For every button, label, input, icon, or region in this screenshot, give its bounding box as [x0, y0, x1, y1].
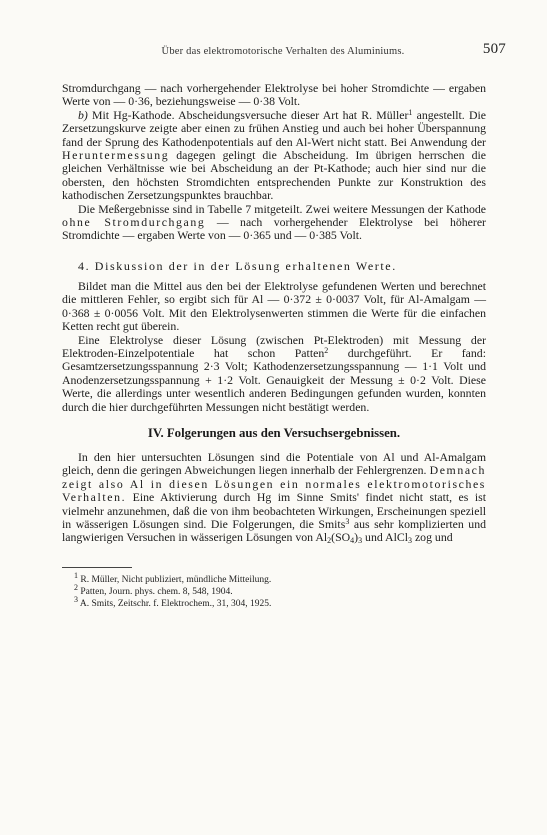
text-run: — nach vorhergehender Elektrolyse bei höherer Stromdichte — ergaben Werte von — 0·365 und — 0·385 Volt.	[62, 215, 486, 243]
footnote-number: 2	[74, 582, 78, 592]
text-run: aus sehr komplizierten und langwierigen Versuchen in wässerigen Lösungen von Al	[62, 516, 487, 545]
subscript: 3	[358, 536, 363, 546]
text-run: )	[354, 530, 359, 545]
subscript: 4	[350, 536, 355, 546]
footnote-text: Patten, Journ. phys. chem. 8, 548, 1904.	[78, 586, 233, 597]
footnote	[62, 582, 486, 598]
subsection-heading: 4. Diskussion der in der Lösung erhaltenen Werte.	[78, 258, 397, 273]
paragraph-6	[62, 451, 486, 545]
footnote-number: 3	[74, 594, 78, 604]
footnote-text: R. Müller, Nicht publiziert, mündliche Mitteilung.	[78, 574, 272, 585]
running-header	[60, 41, 506, 64]
footnote	[62, 594, 486, 610]
spaced-emphasis: ohne Stromdurchgang	[62, 215, 206, 230]
text-run: In den hier untersuchten Lösungen sind die Potentiale von Al und Al-Amalgam gleich, denn die geringen Abweichungen liegen innerhalb der Fehlergrenzen.	[62, 449, 486, 478]
running-title: Über das elektromotorische Verhalten des Aluminiums.	[161, 46, 405, 57]
subscript: 2	[327, 536, 332, 546]
text-run: und AlCl	[362, 530, 408, 545]
item-label: b)	[78, 107, 88, 122]
footnote	[62, 570, 486, 586]
text-run: Die Meßergebnisse sind in Tabelle 7 mitgeteilt. Zwei weitere Messungen der Kathode	[78, 201, 486, 216]
footnote-number: 1	[74, 570, 78, 580]
text-run: angestellt. Die Zersetzungskurve zeigte aber einen zu frühen Anstieg und auch bei hoher Überspannung fand der Sprung des Kathodenpotentials auf den Al-Wert nicht statt. Bei Anwendung der	[62, 107, 486, 149]
text-run: Eine Elektrolyse dieser Lösung (zwischen Pt-Elektroden) mit Messung der Elektroden-Einzelpotentiale hat schon Patten	[62, 332, 486, 360]
footnote-ref: 1	[408, 107, 413, 117]
subscript: 3	[408, 536, 412, 546]
footnote-text: A. Smits, Zeitschr. f. Elektrochem., 31, 304, 1925.	[78, 598, 272, 609]
footnote-rule	[62, 567, 132, 568]
text-run: durchgeführt. Er fand: Gesamtzersetzungsspannung 2·3 Volt; Kathodenzersetzungsspannung — 1·1 Volt und Anodenzersetzungsspannung + 1·2 Volt. Genauigkeit der Messung ± 0·2 Volt. Diese Werte, die allerdings unter wesentlich anderen Bedingungen gefunden wurden, konnten durch die hier durchgeführten Messungen nicht bestätigt werden.	[62, 345, 486, 414]
page-number: 507	[482, 41, 506, 57]
text-run: dagegen gelingt die Abscheidung. Im übrigen herrschen die gleichen Verhältnisse wie bei Abscheidung an der Pt-Kathode; auch hier sind nur die obersten, den höchsten Stromdichten entsprechenden Punkte zur Konstruktion des kathodischen Zersetzungspunktes brauchbar.	[62, 148, 486, 203]
body-text	[62, 82, 486, 610]
text-run: Eine Aktivierung durch Hg im Sinne Smits' findet nicht statt, es ist vielmehr anzunehmen, daß die von ihm beobachteten Wirkungen, Erscheinungen speziell in wässerigen Lösungen sind. Die Folgerungen, die Smits	[62, 490, 486, 531]
footnote-ref: 3	[345, 516, 350, 526]
spaced-emphasis: Heruntermessung	[62, 148, 170, 163]
paragraph-3	[62, 203, 486, 243]
text-run: Mit Hg-Kathode. Abscheidungsversuche dieser Art hat R. Müller	[87, 107, 409, 122]
text-run: (SO	[331, 530, 351, 545]
paragraph-5	[62, 334, 486, 414]
paragraph-2	[62, 109, 486, 203]
text-run: zog und	[412, 530, 453, 545]
paragraph-4: Bildet man die Mittel aus den bei der Elektrolyse gefundenen Werten und berechnet die mittleren Fehler, so ergibt sich für Al — 0·372 ± 0·0037 Volt, für Al-Amalgam — 0·368 ± 0·0056 Volt. Mit den Elektrolysenwerten stimmen die Werte für die einfachen Ketten recht gut überein.	[62, 278, 486, 334]
footnote-ref: 2	[324, 345, 329, 355]
section-heading: IV. Folgerungen aus den Versuchsergebnissen.	[147, 425, 401, 440]
spaced-emphasis: Demnach zeigt also Al in diesen Lösungen ein normales elektromotorisches Verhalten.	[62, 463, 486, 505]
paragraph-1: Stromdurchgang — nach vorhergehender Elektrolyse bei hoher Stromdichte — ergaben Werte von — 0·36, beziehungsweise — 0·38 Volt.	[62, 81, 486, 109]
